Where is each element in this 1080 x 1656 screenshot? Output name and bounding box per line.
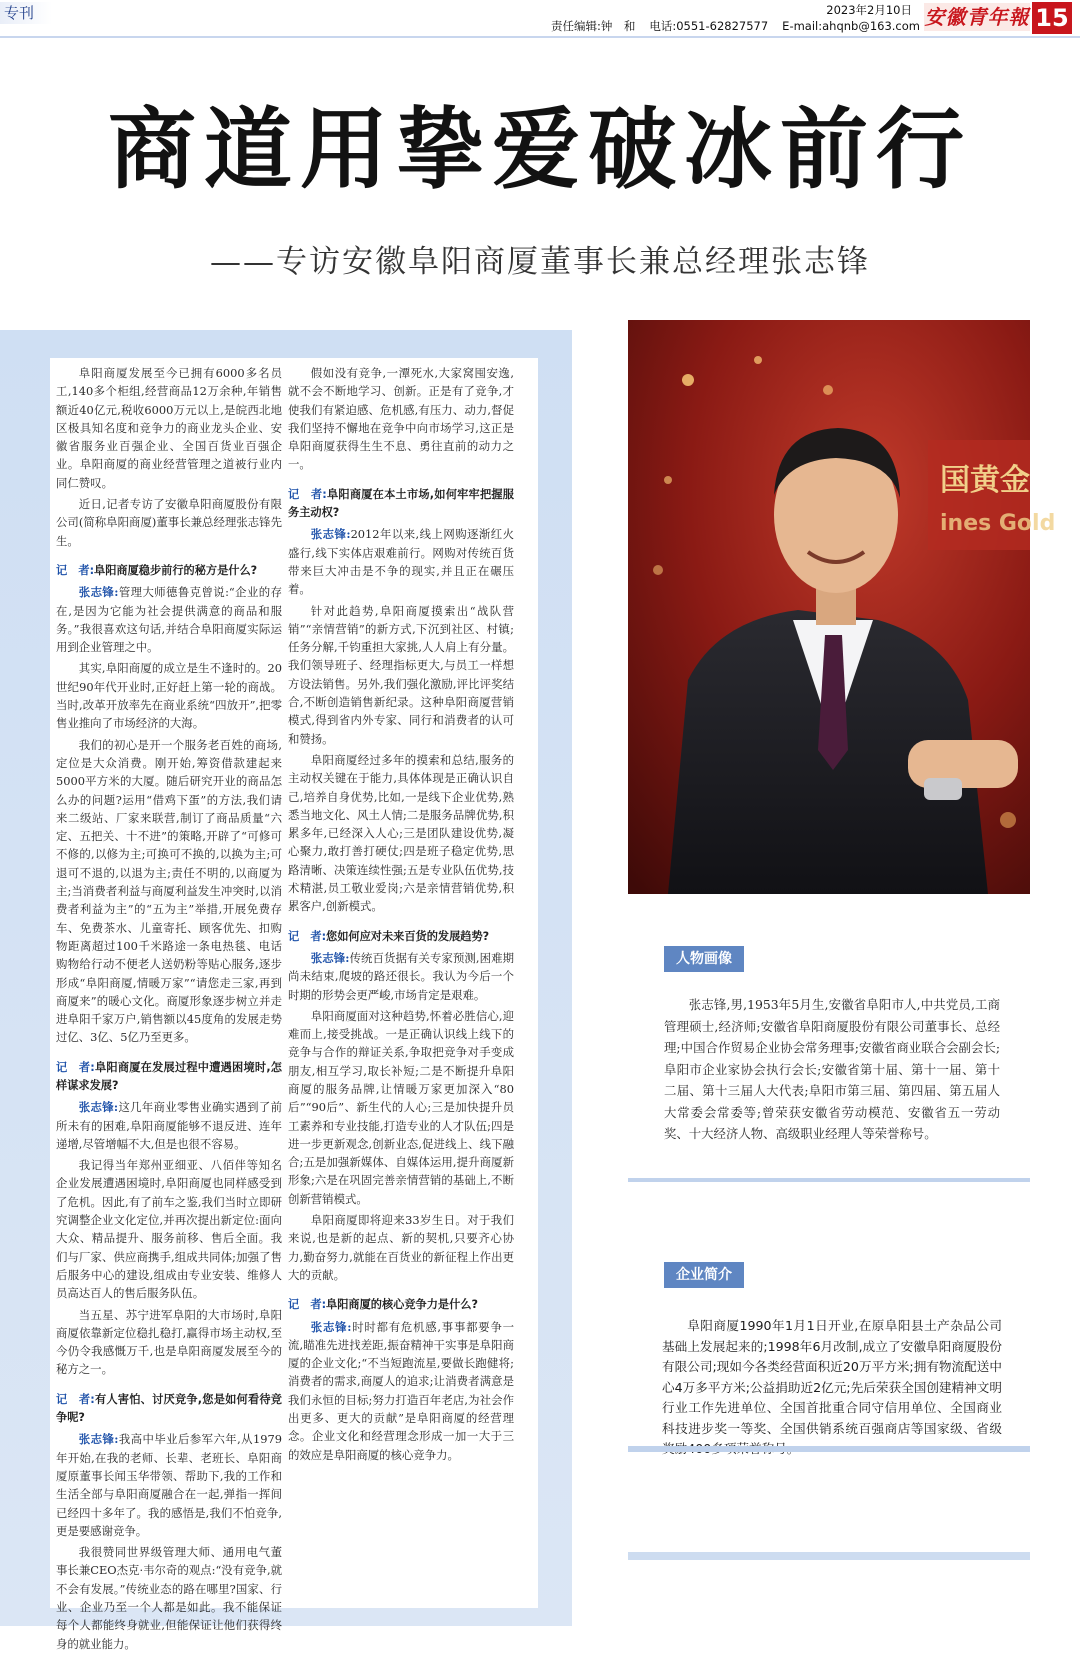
portrait-illustration bbox=[628, 320, 1056, 894]
editor-phone: 电话:0551-62827577 bbox=[649, 19, 769, 33]
answer-tag: 张志锋: bbox=[78, 585, 119, 600]
answer-paragraph: 我记得当年郑州亚细亚、八佰伴等知名企业发展遭遇困境时,阜阳商厦也同样感受到了危机。因此,有了前车之鉴,我们当时立即研究调整企业文化定位,并再次提出新定位:面向大众、精品提升、服务前移、售后全面。我们与厂家、供应商携手,组成共同体;加强了售后服务中心的建设,组成由专业安装、维修人员高达百人的售后服务队伍。 bbox=[56, 1158, 282, 1301]
issue-date: 2023年2月10日 bbox=[826, 3, 912, 17]
answer-paragraph: 阜阳商厦经过多年的摸索和总结,服务的主动权关键在于能力,具体体现是正确认识自己,培养自身优势,比如,一是线下企业优势,熟悉当地文化、风土人情;二是服务品牌优势,积累多年,已经深入人心;三是团队建设优势,凝心聚力,敢打善打硬仗;四是班子稳定优势,思路清晰、决策连续性强;五是专业队伍优势,技术精湛,员工敬业爱岗;六是亲情营销优势,积累客户,创新模式。 bbox=[288, 752, 514, 914]
answer-tag: 张志锋: bbox=[310, 950, 350, 965]
answer-paragraph: 我很赞同世界级管理大师、通用电气董事长兼CEO杰克·韦尔奇的观点:“没有竞争,就不会有发展。”传统业态的路在哪里?国家、行业、企业乃至一个人都是如此。我不能保证每个人都能终身就业,但能保证让他们获得终身的就业能力。 bbox=[56, 1545, 282, 1651]
editor-email: E-mail:ahqnb@163.com bbox=[782, 19, 920, 33]
sub-headline: ——专访安徽阜阳商厦董事长兼总经理张志锋 bbox=[210, 244, 870, 280]
answer-paragraph: 其实,阜阳商厦的成立是生不逢时的。20世纪90年代开业时,正好赶上第一轮的商战。当时,改革开放率先在商业系统“四放开”,把零售业推向了市场经济的大海。 bbox=[56, 661, 282, 731]
reporter-tag: 记 者: bbox=[288, 929, 327, 943]
answer-paragraph: 张志锋:时时都有危机感,事事都要争一流,瞄准先进找差距,振奋精神干实事是阜阳商厦的企业文化;“不当短跑流星,要做长跑健将;消费者的需求,商厦人的追求;让消费者满意是我们永恒的目标;努力打造百年老店,为社会作出更多、更大的贡献”是阜阳商厦的经营理念。企业文化和经营理念形成一加一大于三的效应是阜阳商厦的核心竞争力。 bbox=[288, 1319, 514, 1462]
question-5: 记 者:您如何应对未来百货的发展趋势? bbox=[288, 929, 490, 943]
article-column-1 bbox=[56, 364, 282, 1656]
answer-paragraph: 我们的初心是开一个服务老百姓的商场,定位是大众消费。刚开始,筹资借款建起来5000平方米的大厦。随后研究开业的商品怎么办的问题?运用“借鸡下蛋”的方法,我们请来二级站、厂家来联营,制订了商品质量“六定、五把关、十不进”的策略,开辟了“可修可不修的,以修为主;可换可不换的,以换为主;可退可不退的,以退为主;责任不明的,以商厦为主;当消费者利益与商厦利益发生冲突时,以消费者利益为主”的“五为主”举措,开展免费存车、免费茶水、儿童寄托、顾客优先、扣购物距离超过100千米路途一条电热毯、电话购物给行动不便老人送奶粉等贴心服务,逐步形成“阜阳商厦,情暖万家”“请您走三家,再到商厦来”的暖心文化。商厦形象逐步树立并走进阜阳千家万户,销售额以45度角的发展走势过亿、3亿、5亿乃至更多。 bbox=[56, 737, 282, 1045]
company-text: 阜阳商厦1990年1月1日开业,在原阜阳县土产杂品公司基础上发展起来的;1998年6月改制,成立了安徽阜阳商厦股份有限公司;现如今各类经营面积近20万平方米;拥有物流配送中心4万多平方米;公益捐助近2亿元;先后荣获全国创建精神文明行业工作先进单位、全国首批重合同守信用单位、全国商业科技进步奖一等奖、全国供销系统百强商店等国家级、省级 bbox=[662, 1318, 1002, 1436]
answer-paragraph: 针对此趋势,阜阳商厦摸索出“战队营销”“亲情营销”的新方式,下沉到社区、村镇;任务分解,千钧重担大家挑,人人肩上有分量。我们领导班子、经理指标更大,与员工一样想方设法销售。另外,我们强化激励,评比评奖结合,不断创造销售新纪录。这种阜阳商厦营销模式,得到省内外专家、同行和消费者的认可和赞扬。 bbox=[288, 603, 514, 746]
decorative-blue-bars bbox=[628, 1446, 1030, 1566]
answer-paragraph: 张志锋:传统百货据有关专家预测,困难期尚未结束,爬坡的路还很长。我认为今后一个时期的形势会更严峻,市场肯定是艰难。 bbox=[288, 950, 514, 1002]
answer-tag: 张志锋: bbox=[310, 1319, 352, 1334]
answer-paragraph: 张志锋:我高中毕业后参军六年,从1979年开始,在我的老师、长辈、老班长、阜阳商厦原董事长闻玉华带领、帮助下,我的工作和生活全部与阜阳商厦融合在一起,弹指一挥间已经四十多年了。我的感悟是,我们不怕竞争,更是要感谢竞争。 bbox=[56, 1432, 282, 1538]
answer-paragraph: 阜阳商厦面对这种趋势,怀着必胜信心,迎难而上,接受挑战。一是正确认识线上线下的竞争与合作的辩证关系,争取把竞争对手变成朋友,相互学习,取长补短;二是不断提升阜阳商厦的服务品牌,让情暖万家更加深入“80后”“90后”、新生代的人心;三是加快提升员工素养和专业技能,打造专业的人才队伍;四是进一步更新观念,创新业态,促进线上、线下融合;五是加强新媒体、自媒体运用,提升商厦新形象;六是在巩固完善亲情营销的基础上,不断创新营销模式。 bbox=[288, 1008, 514, 1206]
backdrop-sign-english: ines Gold bbox=[940, 511, 1056, 536]
editor-name: 责任编辑:钟 和 bbox=[550, 19, 636, 33]
question-6: 记 者:阜阳商厦的核心竞争力是什么? bbox=[288, 1298, 478, 1312]
article-column-2 bbox=[288, 364, 514, 1467]
article-paragraph: 近日,记者专访了安徽阜阳商厦股份有限公司(简称阜阳商厦)董事长兼总经理张志锋先生。 bbox=[56, 497, 282, 548]
header-divider bbox=[0, 36, 1080, 38]
backdrop-sign-chinese: 国黄金 bbox=[940, 463, 1030, 498]
page-number-badge: 15 bbox=[1032, 2, 1072, 34]
page-header bbox=[0, 0, 1080, 36]
question-4: 记 者:阜阳商厦在本土市场,如何牢牢把握服务主动权? bbox=[288, 487, 514, 520]
question-1: 记 者:阜阳商厦稳步前行的秘方是什么? bbox=[56, 563, 258, 577]
answer-tag: 张志锋: bbox=[78, 1432, 119, 1447]
answer-paragraph: 当五星、苏宁进军阜阳的大市场时,阜阳商厦依靠新定位稳扎稳打,赢得市场主动权,至今仍令我感慨万千,也是阜阳商厦发展至今的秘方之一。 bbox=[56, 1307, 282, 1377]
answer-paragraph: 张志锋:2012年以来,线上网购逐渐红火盛行,线下实体店艰难前行。网购对传统百货带来巨大冲击是不争的现实,并且正在碾压着。 bbox=[288, 527, 514, 597]
profile-text: 张志锋,男,1953年5月生,安徽省阜阳市人,中共党员,工商管理硕士,经济师;安徽省阜阳商厦股份有限公司董事长、总经理;中国合作贸易企业协会常务理事;安徽省商业联合会副会长;阜阳市企业家协会执行会长;安徽省第十届、第十一届、第十二届、第十三届人大代表;阜阳市第三届、第四届、第五届人大常委会常委等;曾荣获安徽省劳动模范、安徽省五一劳动奖、十大经济人物、高级职业经理人等荣誉称号。 bbox=[664, 997, 1000, 1141]
section-label: 专刊 bbox=[0, 2, 52, 24]
answer-tag: 张志锋: bbox=[310, 527, 351, 542]
answer-paragraph: 阜阳商厦即将迎来33岁生日。对于我们来说,也是新的起点、新的契机,只要齐心协力,勤奋努力,就能在百货业的新征程上作出更大的贡献。 bbox=[288, 1213, 514, 1282]
company-heading: 企业简介 bbox=[664, 1262, 744, 1288]
newspaper-logo: 安徽青年報 bbox=[924, 5, 1030, 29]
answer-paragraph: 假如没有竞争,一潭死水,大家窝囤安逸,就不会不断地学习、创新。正是有了竞争,才使我们有紧迫感、危机感,有压力、动力,督促我们坚持不懈地在竞争中向市场学习,这正是阜阳商厦获得生生不息、勇往直前的动力之一。 bbox=[288, 366, 514, 472]
article-paragraph: 阜阳商厦发展至今已拥有6000多名员工,140多个柜组,经营商品12万余种,年销售额近40亿元,税收6000万元以上,是皖西北地区极具知名度和竞争力的商业龙头企业、安徽省服务业百强企业、全国百货业百强企业。阜阳商厦的商业经营管理之道被行业内同仁赞叹。 bbox=[56, 366, 282, 490]
answer-paragraph: 张志锋:管理大师德鲁克曾说:“企业的存在,是因为它能为社会提供满意的商品和服务。”我很喜欢这句话,并结合阜阳商厦实际运用到企业管理之中。 bbox=[56, 585, 282, 655]
main-headline: 商道用挚爱破冰前行 bbox=[107, 97, 972, 201]
reporter-tag: 记 者: bbox=[56, 563, 95, 577]
reporter-tag: 记 者: bbox=[288, 487, 327, 501]
portrait-photo bbox=[628, 320, 1056, 894]
section-divider bbox=[628, 1178, 1030, 1182]
answer-paragraph: 张志锋:这几年商业零售业确实遇到了前所未有的困难,阜阳商厦能够不退反进、连年递增,尽管增幅不大,但是也很不容易。 bbox=[56, 1100, 282, 1151]
editor-info bbox=[537, 18, 920, 34]
reporter-tag: 记 者: bbox=[288, 1298, 327, 1312]
answer-tag: 张志锋: bbox=[78, 1100, 119, 1115]
reporter-tag: 记 者: bbox=[56, 1060, 95, 1074]
reporter-tag: 记 者: bbox=[56, 1392, 95, 1406]
question-3: 记 者:有人害怕、讨厌竞争,您是如何看待竞争呢? bbox=[56, 1392, 282, 1425]
question-2: 记 者:阜阳商厦在发展过程中遭遇困境时,怎样谋求发展? bbox=[56, 1060, 282, 1092]
profile-heading: 人物画像 bbox=[664, 946, 744, 972]
